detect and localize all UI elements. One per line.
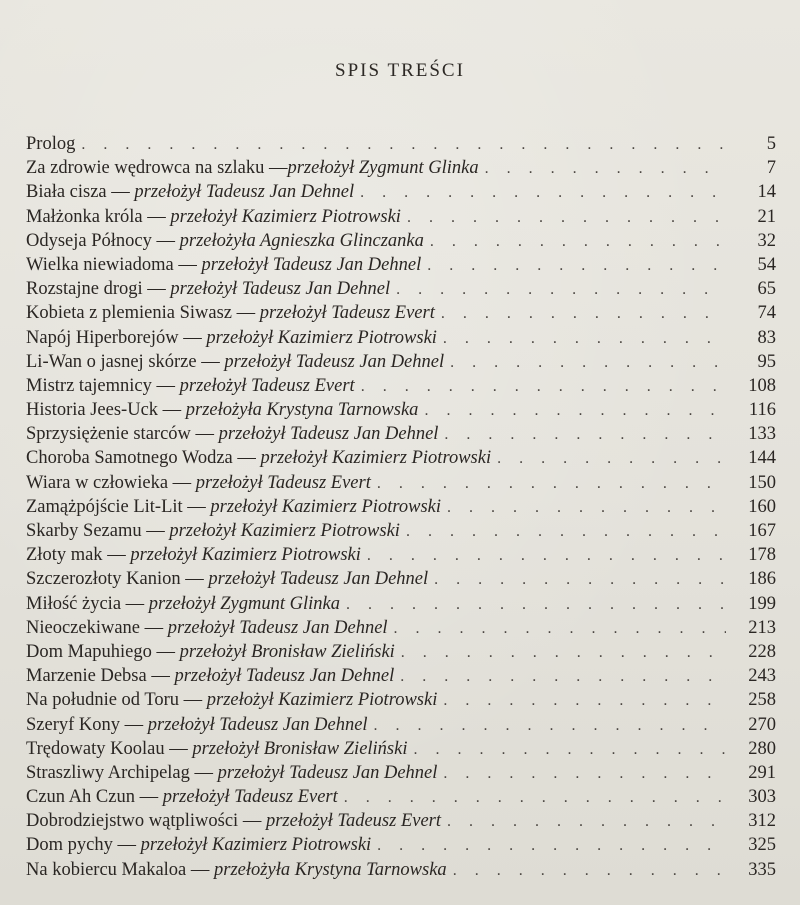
translator-credit: przełożył Kazimierz Piotrowski: [170, 206, 401, 227]
dot-leader: [407, 206, 726, 230]
story-title: Dobrodziejstwo wątpliwości: [26, 811, 239, 832]
toc-row: [26, 253, 776, 277]
story-title: Nieoczekiwane: [26, 617, 141, 638]
translator-credit: przełożył Tadeusz Jan Dehnel: [134, 182, 355, 203]
toc-entry: [26, 664, 394, 688]
dot-leader: [447, 810, 726, 834]
dash: —: [117, 835, 136, 856]
toc-row: [26, 180, 776, 204]
dash: —: [107, 545, 126, 566]
story-title: Biała cisza: [26, 182, 107, 203]
toc-entry: [26, 253, 421, 277]
dash: —: [178, 254, 197, 275]
story-title: Szczerozłoty Kanion: [26, 569, 181, 590]
page-number: 167: [748, 521, 776, 541]
dot-leader: [427, 254, 726, 278]
toc-row: [26, 713, 776, 737]
page-number: 270: [748, 714, 776, 735]
toc-entry: [26, 326, 437, 350]
translator-credit: przełożył Kazimierz Piotrowski: [130, 545, 361, 566]
dot-leader: [344, 786, 726, 810]
dash: —: [162, 400, 182, 421]
story-title: Li-Wan o jasnej skórze: [26, 351, 197, 372]
dash: —: [147, 279, 166, 300]
story-title: Rozstajne drogi: [26, 279, 143, 300]
page-number: 178: [748, 545, 776, 566]
toc-row: [26, 833, 776, 857]
dot-leader: [443, 327, 726, 351]
dash: —: [183, 327, 202, 348]
translator-credit: przełożył Tadeusz Jan Dehnel: [201, 254, 422, 275]
toc-entry: [26, 833, 371, 857]
page-number: 312: [748, 811, 776, 832]
dash: —: [185, 569, 204, 590]
dash: —: [194, 762, 214, 783]
translator-credit: przełożył Tadeusz Evert: [195, 472, 371, 493]
dash: —: [156, 641, 176, 662]
dot-leader: [361, 375, 726, 399]
story-title: Sprzysiężenie starców: [26, 424, 191, 445]
toc-entry: [26, 785, 338, 809]
translator-credit: przełożył Tadeusz Jan Dehnel: [224, 351, 445, 372]
toc-entry: [26, 277, 390, 301]
dot-leader: [367, 544, 726, 568]
toc-entry: [26, 616, 388, 640]
toc-row: [26, 495, 776, 519]
translator-credit: przełożył Tadeusz Evert: [179, 375, 355, 396]
dash: —: [195, 424, 215, 445]
story-title: Złoty mak: [26, 545, 103, 566]
story-title: Straszliwy Archipelag: [26, 762, 190, 783]
page-number: 108: [748, 375, 776, 396]
toc-entry: [26, 301, 435, 325]
toc-entry: [26, 519, 400, 543]
dash: —: [144, 617, 164, 638]
dot-leader: [485, 157, 726, 181]
toc-row: [26, 567, 776, 591]
toc-entry: [26, 688, 437, 712]
page-number: 65: [757, 279, 776, 300]
page-number: 21: [757, 206, 776, 227]
page-number: 54: [757, 254, 776, 275]
dot-leader: [443, 762, 726, 786]
page-number: 32: [757, 230, 776, 251]
translator-credit: przełożył Tadeusz Jan Dehnel: [170, 279, 391, 300]
dash: —: [124, 714, 144, 735]
translator-credit: przełożył Kazimierz Piotrowski: [140, 835, 372, 856]
translator-credit: przełożył Kazimierz Piotrowski: [206, 690, 438, 711]
dot-leader: [444, 423, 726, 447]
page-number: 95: [757, 351, 776, 372]
story-title: Szeryf Kony: [26, 714, 121, 735]
dash: —: [201, 351, 220, 372]
translator-credit: przełożył Kazimierz Piotrowski: [206, 327, 437, 348]
dot-leader: [401, 641, 726, 665]
toc-row: [26, 616, 776, 640]
translator-credit: przełożył Zygmunt Glinka: [148, 593, 340, 614]
translator-credit: przełożyła Agnieszka Glinczanka: [179, 230, 424, 251]
page-number: 280: [748, 738, 776, 759]
story-title: Małżonka króla: [26, 206, 143, 227]
toc-entry: [26, 858, 447, 882]
dot-leader: [453, 859, 726, 883]
toc-row: [26, 858, 776, 882]
story-title: Miłość życia: [26, 593, 122, 614]
toc-row: [26, 640, 776, 664]
dot-leader: [346, 593, 726, 617]
story-title: Mistrz tajemnicy: [26, 375, 152, 396]
page-number: 160: [748, 496, 776, 517]
story-title: Na południe od Toru: [26, 690, 180, 711]
page-number: 228: [748, 641, 776, 662]
translator-credit: przełożył Tadeusz Evert: [265, 811, 442, 832]
story-title: Na kobiercu Makaloa: [26, 859, 187, 880]
story-title: Odyseja Północy: [26, 230, 152, 251]
translator-credit: przełożył Tadeusz Jan Dehnel: [167, 617, 388, 638]
toc-entry: [26, 446, 491, 470]
dash: —: [151, 666, 170, 687]
toc-entry: [26, 205, 401, 229]
dash: —: [183, 690, 203, 711]
toc-entry: [26, 592, 340, 616]
dash: —: [125, 593, 145, 614]
toc-entry: [26, 180, 354, 204]
story-title: Dom Mapuhiego: [26, 641, 152, 662]
toc-row: [26, 156, 776, 180]
dash: —: [139, 787, 159, 808]
story-title: Kobieta z plemienia Siwasz: [26, 303, 233, 324]
dot-leader: [377, 472, 726, 496]
dash: —: [172, 472, 192, 493]
page-number: 291: [748, 762, 776, 783]
toc-row: [26, 229, 776, 253]
toc-entry: [26, 350, 444, 374]
toc-row: [26, 592, 776, 616]
dot-leader: [360, 181, 726, 205]
toc-row: [26, 446, 776, 470]
dot-leader: [443, 689, 726, 713]
dash: —: [156, 230, 176, 251]
toc-row: [26, 664, 776, 688]
dot-leader: [450, 351, 726, 375]
toc-entry: [26, 471, 371, 495]
story-title: Marzenie Debsa: [26, 666, 147, 687]
dash: —: [242, 811, 262, 832]
toc-entry: [26, 398, 418, 422]
page-number: 7: [766, 158, 776, 179]
toc-row: [26, 132, 776, 156]
dash: —: [237, 448, 256, 469]
toc-row: [26, 301, 776, 325]
dash: —: [236, 303, 256, 324]
story-title: Historia Jees-Uck: [26, 400, 159, 421]
story-title: Skarby Sezamu: [26, 521, 142, 541]
toc-entry: [26, 713, 368, 737]
toc-entry: [26, 132, 75, 156]
toc-entry: [26, 374, 355, 398]
dot-leader: [441, 302, 726, 326]
page-number: 303: [748, 787, 776, 808]
toc-row: [26, 350, 776, 374]
translator-credit: przełożył Zygmunt Glinka: [287, 158, 479, 179]
dot-leader: [377, 834, 726, 858]
dash: —: [169, 738, 188, 759]
story-title: Zamążpójście Lit-Lit: [26, 496, 183, 517]
dash: —: [190, 859, 210, 880]
translator-credit: przełożył Tadeusz Jan Dehnel: [217, 762, 438, 783]
page-number: 199: [748, 593, 776, 614]
page-number: 83: [757, 327, 776, 348]
page-number: 14: [757, 182, 776, 203]
toc-entry: [26, 761, 437, 785]
toc-entry: [26, 543, 361, 567]
toc-row: [26, 809, 776, 833]
dot-leader: [447, 496, 726, 520]
page-number: 74: [757, 303, 776, 324]
dash: —: [156, 375, 175, 396]
page-number: 150: [748, 472, 776, 493]
toc-row: [26, 326, 776, 350]
translator-credit: przełożył Tadeusz Jan Dehnel: [208, 569, 429, 590]
toc-row: [26, 422, 776, 446]
story-title: Wielka niewiadoma: [26, 254, 174, 275]
page-number: 133: [748, 424, 776, 445]
toc-row: [26, 398, 776, 422]
toc-entry: [26, 737, 407, 761]
page-number: 186: [748, 569, 776, 590]
translator-credit: przełożył Tadeusz Jan Dehnel: [147, 714, 368, 735]
dash: —: [147, 206, 166, 227]
translator-credit: przełożył Bronisław Zieliński: [179, 641, 395, 662]
translator-credit: przełożył Tadeusz Jan Dehnel: [218, 424, 439, 445]
story-title: Napój Hiperborejów: [26, 327, 179, 348]
dot-leader: [400, 665, 726, 689]
story-title: Wiara w człowieka: [26, 472, 169, 493]
story-title: Choroba Samotnego Wodza: [26, 448, 233, 469]
table-of-contents: [26, 132, 776, 882]
dot-leader: [430, 230, 726, 254]
page-number: 5: [766, 134, 776, 154]
page-number: 258: [748, 690, 776, 711]
toc-entry: [26, 229, 424, 253]
dash: —: [146, 521, 165, 541]
toc-row: [26, 277, 776, 301]
dot-leader: [434, 568, 726, 592]
page-title: SPIS TREŚCI: [335, 60, 465, 81]
translator-credit: przełożył Kazimierz Piotrowski: [210, 496, 441, 517]
translator-credit: przełożyła Krystyna Tarnowska: [214, 859, 447, 880]
toc-row: [26, 374, 776, 398]
dot-leader: [424, 399, 726, 423]
story-title: Prolog: [26, 134, 76, 154]
page-number: 335: [748, 859, 776, 880]
translator-credit: przełożył Kazimierz Piotrowski: [260, 448, 492, 469]
story-title: Trędowaty Koolau: [26, 738, 165, 759]
page-number: 325: [748, 835, 776, 856]
translator-credit: przełożyła Krystyna Tarnowska: [185, 400, 419, 421]
story-title: Dom pychy: [26, 835, 113, 856]
page-number: 116: [748, 400, 776, 421]
toc-row: [26, 205, 776, 229]
toc-entry: [26, 422, 438, 446]
translator-credit: przełożył Kazimierz Piotrowski: [169, 521, 400, 541]
toc-entry: [26, 567, 428, 591]
toc-entry: [26, 640, 395, 664]
toc-row: [26, 761, 776, 785]
toc-entry: [26, 156, 479, 180]
translator-credit: przełożył Bronisław Zieliński: [192, 738, 408, 759]
toc-entry: [26, 809, 441, 833]
toc-row: [26, 471, 776, 495]
toc-row: [26, 737, 776, 761]
page-number: 243: [748, 666, 776, 687]
dot-leader: [497, 447, 726, 471]
dot-leader: [374, 714, 726, 738]
story-title: Za zdrowie wędrowca na szlaku: [26, 158, 265, 179]
page-number: 213: [748, 617, 776, 638]
dot-leader: [394, 617, 726, 641]
dot-leader: [413, 738, 726, 762]
dash: —: [111, 182, 130, 203]
toc-row: [26, 543, 776, 567]
dot-leader: [406, 520, 726, 544]
dash: —: [187, 496, 206, 517]
toc-row: [26, 519, 776, 543]
dot-leader: [81, 133, 726, 157]
page-number: 144: [748, 448, 776, 469]
toc-row: [26, 688, 776, 712]
toc-entry: [26, 495, 441, 519]
toc-row: [26, 785, 776, 809]
translator-credit: przełożył Tadeusz Jan Dehnel: [174, 666, 395, 687]
dot-leader: [396, 278, 726, 302]
dash: —: [268, 158, 288, 179]
story-title: Czun Ah Czun: [26, 787, 135, 808]
translator-credit: przełożył Tadeusz Evert: [259, 303, 435, 324]
translator-credit: przełożył Tadeusz Evert: [162, 787, 338, 808]
